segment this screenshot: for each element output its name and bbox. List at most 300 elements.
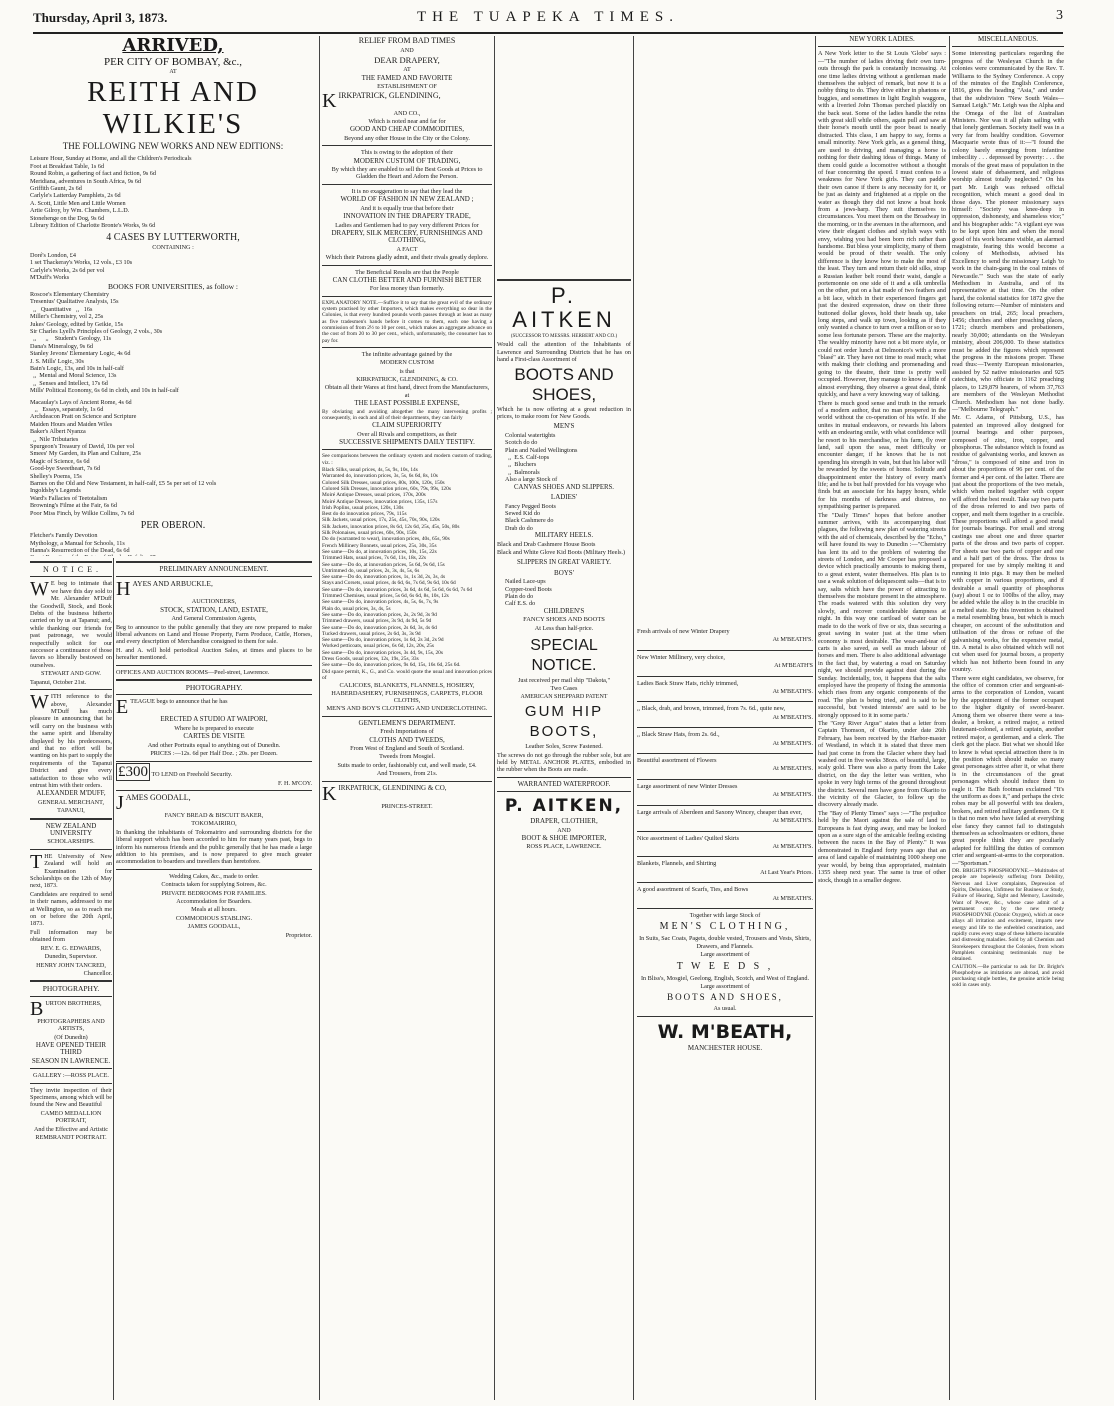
price-list-item: Irish Poplins, usual prices, 120s, 130s: [322, 504, 404, 511]
mbeath-item: Large arrivals of Aberdeen and Saxony Wincey, cheaper than ever,: [637, 808, 803, 816]
least-expense: THE LEAST POSSIBLE EXPENSE,: [354, 399, 460, 408]
burton-sub: PHOTOGRAPHERS AND ARTISTS,: [37, 1017, 105, 1033]
new-york-ladies-heading: NEW YORK LADIES.: [849, 36, 915, 43]
mbeath-item: Beautiful assortment of Flowers: [637, 757, 717, 765]
ladies-list-item: Sewed Kid do: [505, 509, 541, 517]
burton-gallery: GALLERY :—ROSS PLACE.: [33, 1072, 109, 1080]
book-list-1: [30, 155, 316, 229]
military-heels: MILITARY HEELS.: [534, 531, 594, 540]
fresh-importations: Fresh Importations of: [380, 728, 434, 736]
glove-kid: Black and White Glove Kid Boots (Military Heels.): [497, 548, 626, 556]
boys-list-item: Calf E.S. do: [505, 600, 536, 608]
goodall-stabling: COMMODIOUS STABLING.: [175, 914, 253, 922]
from-west: From West of England and South of Scotland.: [350, 745, 464, 753]
slippers-variety: SLIPPERS IN GREAT VARIETY.: [517, 559, 611, 567]
mbeath-list: [637, 628, 813, 909]
photography-heading: PHOTOGRAPHY.: [42, 984, 100, 994]
book-list-item: Mythology, a Manual for Schools, 11s: [30, 539, 125, 547]
misc-paragraph-2: Mr. C. Adams, of Pittsburg, U.S., has patented an improved alloy designed for journal bearings and other purposes, composed of zinc, iron, copper, and phosphorus. The substance which is found as residue of galvanising works, and known as "dross," is composed of nine and iron in about the proportions of 96 per cent. of the former and 4 per cent. of the latter. There are just about the proportions of the two metals, which when melted together with copper will afford the best result. Take say two parts of the dross referred to and two parts of copper, and melt them together in a crucible. These proportions will afford a good metal for journals bearings. For small and strong castings use about one and three quarter parts of the dross and two parts of copper. For sheets use two parts of copper and one and a half part of the dross. The dross is prepared for use by simply melting it and running it into pigs. It may then be melted with copper in various proportions, and if desirable a small quantity of phosphorus (say) about 1 oz to 100lbs of the alloy, may be added while the alloy is in the crucible in a melted state. By this invention is obtained a metal resembling brass, but which is much cheaper, on account of the substitution and utilisation of the dross or refuse of the galvanising works, for the expensive metal, tin. A metal is also obtained which will not cut when used for journal boxes, a property which has not hitherto been found in any country.: [952, 414, 1064, 674]
book-list-item: Macaulay's Lays of Ancient Rome, 4s 6d: [30, 398, 132, 406]
price-list-item: Do do (warranted to wear), innovation prices, 40s, 65s, 90s: [322, 536, 450, 543]
price-list-item: Trimmed drawers, usual prices, 3s 9d, 4s 9d, 5s 9d: [322, 618, 432, 625]
explanatory-note: EXPLANATORY NOTE.—Suffice it to say that the great evil of the ordinary system practised by other Importers, which makes everything so dear in the Colonies, is that every hundred pounds worth passes through at least as many as five tradesmen's hands before it comes to them, each one having a commission of from 2½ to 10 per cent., which makes an aggregate advance on the cost of from 20 to 30 per cent., which, unfortunately, the consumer has to pay for.: [322, 299, 492, 344]
book-list-item: Spurgeon's Treasury of David, 10s per vol: [30, 443, 135, 451]
a-fact: A FACT: [396, 245, 418, 253]
book-list-item: J. S. Mills' Logic, 30s: [30, 357, 84, 365]
mbeath-item-at: At M'BEATH'S.: [772, 765, 813, 773]
column-mbeath: [637, 628, 813, 1400]
mens-list-item: Colonial watertights: [505, 431, 556, 439]
equally-line: And it is equally true that before their: [360, 204, 454, 212]
goodall-bedrooms: PRIVATE BEDROOMS FOR FAMILIES.: [161, 889, 267, 897]
mduff-name: ALEXANDER M'DUFF,: [36, 790, 106, 798]
book-list-item: Mills' Political Economy, 6s 6d in cloth, and 10s in half-calf: [30, 387, 179, 395]
aitken-heading: P. AITKEN: [512, 283, 616, 332]
at-label: AT: [169, 69, 177, 75]
mbeath-item: ,, Black, drab, and brown, trimmed, from 7s. 6d., quite new,: [637, 705, 786, 713]
draper-clothier: DRAPER, CLOTHIER,: [530, 817, 598, 826]
newspaper-title: THE TUAPEKA TIMES.: [416, 9, 680, 25]
mbeath-item-at: At M'BEATH'S.: [772, 842, 813, 850]
warranted-waterproof: WARRANTED WATERPROOF.: [517, 779, 611, 788]
manchester-house: MANCHESTER HOUSE.: [687, 1043, 763, 1052]
book-list-item: Meridiana, adventures in South Africa, 9s 6d: [30, 177, 142, 185]
mbeath-item: Large assortment of new Winter Dresses: [637, 782, 738, 790]
book-list-item: Fletcher's Family Devotion: [30, 532, 98, 540]
ladies-list-item: Drab do do: [505, 524, 533, 532]
column-kirkpatrick: RELIEF FROM BAD TIMES AND DEAR DRAPERY, AT THE FAMED AND FAVORITE ESTABLISHMENT OF KIRKPATRICK, GLENDINING, AND CO., Which is noted near and far for GOOD AND CHEAP COMMODITIES, Beyond any other House in the City or the Colony. This is owing to the adoption of their MODERN CUSTOM OF TRADING, By which they are enabled to sell the Best Goods at Prices to Gladden the Heart and Adorn the Person. It is no exaggeration to say that they lead the WORLD OF FASHION IN NEW ZEALAND ; And it is equally true that before their INNOVATION IN THE DRAPERY TRADE, Ladies and Gentlemen had to pay very different Prices for DRAPERY, SILK MERCERY, FURNISHINGS AND CLOTHING, A FACT Which their Patrons gladly admit, and their rivals greatly deplore. The Beneficial Results are that the People CAN CLOTHE BETTER AND FURNISH BETTER For less money than formerly. EXPLANATORY NOTE.—Suffice it to say that the great evil of the ordinary system practised by other Importers, which makes everything so dear in the Colonies, is that every hundred pounds worth passes through at least as many as five tradesmen's hands before it comes to them, each one having a commission of from 2½ to 10 per cent., which makes an aggregate advance on the cost of from 20 to 30 per cent., which, unfortunately, the consumer has to pay for. The infinite advantage gained by the MODERN CUSTOM is that KIRKPATRICK, GLENDINING, & CO. Obtain all their Wares at first hand, direct from the Manufacturers, at THE LEAST POSSIBLE EXPENSE, By obviating and avoiding altogether the many intervening profits ; consequently, in each and all of their departments, they can fairly CLAIM SUPERIORITY Over all Rivals and competitors, as their SUCCESSIVE SHIPMENTS DAILY TESTIFY. See comparisons between the ordinary system and modern custom of trading, viz. : Black Silks, usual prices, 4s, 5s, 9s, 10s, 14s Warranted do, innovation prices, 3s, 5s, 6s 6d, 8s, 10s Colored Silk Dresses, usual prices, 80s, 100s, 120s, 150s Colored Silk Dresses, innovation prices, 60s, 79s, 99s, 120s Moiré Antique Dresses, usual prices, 170s, 200s Moiré Antique Dresses, innovation prices, 135s, 157s Irish Poplins, usual prices, 120s, 130s Best do do innovation prices, 79s, 115s Silk Jackets, usual prices, 17s, 25s, 45s, 70s, 90s, 120s Silk Jackets, innovation prices, 8s 6d, 12s 6d, 25s, 45s, 50s, 80s Silk Polonaises, usual prices, 60s, 90s, 150s Do do (warranted to wear), innovation prices, 40s, 65s, 90s French Millinery Bonnets, usual prices, 25s, 30s, 35s See same—Do do, at innovation prices, 10s, 15s, 22s Trimmed Hats, usual prices, 7s 6d, 11s, 18s, 22s See same—Do do, at innovation prices, 5s 6d, 9s 6d, 15s Untrimmed do, usual prices, 2s, 3s, 4s, 5s, 6s See same—Do do, innovation prices, 1s, 1s 3d, 2s, 3s, 4s Stays and Corsets, usual prices, 4s 6d, 6s, 7s 6d, 9s 6d, 10s 6d See same—Do do, innovation prices, 3s 6d, 4s 6d, 5s 6d, 6s 6d, 7s 6d Trimmed Chemises, usual prices, 5s 6d, 6s 6d, 8s, 10s, 12s See same—Do do, innovation prices, 4s, 5s, 6s, 7s, 9s Plain do, usual prices, 3s, 4s, 5s See same—Do do, innovation prices, 2s, 2s 9d, 3s 9d Trimmed drawers, usual prices, 3s 9d, 4s 9d, 5s 9d See same—Do do, innovation prices, 2s 6d, 3s, 4s 6d Tucked drawers, usual prices, 2s 6d, 3s, 3s 9d See same—Do do, innovation prices, 1s 6d, 2s 3d, 2s 9d Worked petticoats, usual prices, 6s 6d, 12s, 20s, 25s See same—Do do, innovation prices, 3s 4d, 9s, 15s, 20s Dress Goods, usual prices, 12s, 19s, 25s, 33s See same—Do do, innovation prices, 9s 6d, 15s, 16s 6d, 25s 6d. Did space permit, K., G., and Co. would quote the usual and innovation prices of CALICOES, BLANKETS, FLANNELS, HOSIERY, HABERDASHERY, FURNISHINGS, CARPETS, FLOOR CLOTHS, MEN'S AND BOY'S CLOTHING AND UNDERCLOTHING. GENTLEMEN'S DEPARTMENT. Fresh Importations of CLOTHS AND TWEEDS, From West of England and South of Scotland. Tweeds from Mosgiel. Suits made to order, fashionably cut, and well made, £4. And Trousers, from 21s. KIRKPATRICK, GLENDINING & CO, PRINCES-STREET.: [322, 36, 492, 810]
goodall-bakery: FANCY BREAD & BISCUIT BAKER,: [164, 811, 264, 819]
mens-list-item: ,, Balmorals: [505, 468, 540, 476]
price-list-item: See same—Do do, innovation prices, 9s 6d, 15s, 16s 6d, 25s 6d.: [322, 662, 461, 669]
price-list-item: See same—Do do, innovation prices, 3s 4d, 9s, 15s, 20s: [322, 649, 443, 656]
price-list-item: Moiré Antique Dresses, innovation prices, 135s, 157s: [322, 498, 438, 505]
university-rev: REV. E. G. EDWARDS,: [40, 944, 102, 952]
lend-text: TO LEND on Freehold Security.: [151, 770, 233, 778]
book-list-item: Shelley's Poems, 15s: [30, 472, 82, 480]
price-list-item: See same—Do do, innovation prices, 4s, 5s, 6s, 7s, 9s: [322, 599, 439, 606]
dear-drapery: DEAR DRAPERY,: [374, 55, 440, 66]
book-list-item: Ingoldsby's Legends: [30, 487, 81, 495]
and-3: AND: [557, 826, 571, 834]
book-list-item: Carlyle's Latterday Pamphlets, 2s 6d: [30, 192, 121, 200]
reith-wilkie-firm: REITH AND WILKIE'S: [87, 76, 259, 141]
exaggeration-line: It is no exaggeration to say that they lead the: [351, 187, 463, 195]
price-list-item: See same—Do do, innovation prices, 1s 6d, 2s 3d, 2s 9d: [322, 637, 444, 644]
book-list-item: Carlyle's Works, 2s 6d per vol: [30, 266, 105, 274]
price-list-item: See same—Do do, innovation prices, 2s 6d, 3s, 4s 6d: [322, 624, 437, 631]
modern-custom: MODERN CUSTOM OF TRADING,: [353, 156, 461, 165]
price-list: [322, 467, 492, 669]
famed-line: THE FAMED AND FAVORITE: [361, 73, 453, 82]
price-list-item: Worked petticoats, usual prices, 6s 6d, 12s, 20s, 25s: [322, 643, 435, 650]
book-list-2: [30, 252, 316, 282]
tweeds-heading: T W E E D S ,: [676, 960, 774, 972]
book-list-item: 1 set Thackeray's Works, 12 vols., £3 10s: [30, 259, 133, 267]
book-list-item: Roscoe's Elementary Chemistry: [30, 290, 110, 298]
price-list-item: Tucked drawers, usual prices, 2s 6d, 3s, 3s 9d: [322, 630, 421, 637]
mens-list-item: Plain and Nailed Wellingtons: [505, 446, 578, 454]
mens-heading: MEN'S: [553, 422, 575, 431]
price-list-item: Dress Goods, usual prices, 12s, 19s, 25s, 33s: [322, 655, 419, 662]
mbeath-item-at: At M'BEATH'S.: [772, 739, 813, 747]
mbeath-item-at: At M'BEATH'S: [774, 662, 813, 670]
at-2: AT: [403, 66, 411, 74]
price-list-item: Silk Polonaises, usual prices, 60s, 90s, 150s: [322, 530, 417, 537]
book-list-item: Jukes' Geology, edited by Geikie, 15s: [30, 320, 123, 328]
ny-paragraph-1: A New York letter to the St Louis 'Globe' says :—"The number of ladies driving their own turn-outs through the park is constantly increasing. At one time ladies driving without a gentleman made themselves the subject of remark, but now it is a nobby thing to do. They drive either in phætons or buggies, and sometimes in light English waggons, with a liveried John Thomas perched placidly on the back seat. Some of the ladies handle the reins with great skill while others, again pull and saw at their horse's mouth until the poor beast is nearly distracted. This class, I am happy to say, forms a small minority. New York girls, as a general thing, are used to driving, and managing a horse is nothing for their dashing ideas of things. Many of them could guide a locomotive without a thought of fear concerning the speed. I must confess to a weakness for New York girls. They can paddle their own canoe if there is any necessity for it, or be just as dainty and frightened at a ripple on the water as though they did not know a boat hook from a jews-harp. They suit themselves to circumstances. You meet them on the Broadway in the morning, or in the avenues in the afternoon, and view their elegant clothes and stylish ways with envy, wishing you had been born rich rather than handsome. But bless your simplicity, many of them would be proud of their wealth. The only difference is they know how to make the most of the least. They turn and return their old silks, strap a Russian leather belt round their waist, dangle a portemonnie on one side of it and a silk umbrella on the other, put on a hat made of two feathers and a bit lace, which in their experienced fingers get just the desired expression, draw on their three buttoned dollar gloves, hold their heads up, take long steps, and walk up town, looking as if they only wanted a chance to turn over a million or so to some less fortunate person. These are the majority. The wealthy minority have not a bit more style, or could not order lunch at Delmonico's with a more "blasé" air. They have not time to read much; what with making their clothing and promenading and going to the theatre, their time is pretty well occupied. However, they manage to know a little of almost everything, they observe a great deal, think quickly, and have a very knowing way of talking.: [818, 50, 946, 399]
half-price: At Less than half-price.: [534, 624, 594, 632]
book-list-item: Bain's Logic, 13s, and 10s in half-calf: [30, 364, 124, 372]
book-list-item: Poor Miss Finch, by Wilkie Collins, 7s 6d: [30, 509, 134, 517]
black-drab: Black and Drab Cashmere House Boots: [497, 540, 596, 548]
rivals-line: Over all Rivals and competitors, as their: [357, 430, 457, 438]
book-list-item: Griffith Gaunt, 2s 6d: [30, 185, 82, 193]
book-list-item: Baker's Albert Nyanza: [30, 428, 86, 436]
aitken-successor: (SUCCESSOR TO MESSRS. HERBERT AND CO.): [510, 334, 618, 339]
lutterworth-heading: 4 CASES BY LUTTERWORTH,: [106, 232, 240, 244]
book-list-item: ,, Nile Tributaries: [30, 435, 79, 443]
mbeath-item: Nice assortment of Ladies' Quilted Skirts: [637, 834, 739, 842]
good-cheap: GOOD AND CHEAP COMMODITIES,: [349, 125, 465, 134]
issue-date: Thursday, April 3, 1873.: [33, 10, 168, 25]
book-list-item: Miller's Chemistry, vol 2, 25s: [30, 313, 104, 321]
burton-brothers: URTON BROTHERS,: [45, 999, 102, 1007]
price-list-item: Black Silks, usual prices, 4s, 5s, 9s, 10s, 14s: [322, 467, 418, 474]
book-list-item: Leisure Hour, Sunday at Home, and all the Children's Periodicals: [30, 155, 192, 163]
book-list-item: Artie Gilroy, by Wm. Chambers, L.L.D.: [30, 207, 130, 215]
arrived-heading: ARRIVED,: [122, 36, 224, 56]
teague-cartes: Where he is prepared to execute: [174, 724, 254, 732]
mbeath-item: Fresh arrivals of new Winter Drapery: [637, 628, 730, 635]
book-list-item: M'Duff's Works: [30, 274, 70, 282]
goodall-wedding: Wedding Cakes, &c., made to order.: [169, 872, 259, 880]
book-list-item: ,, Mental and Moral Science, 13s: [30, 372, 117, 380]
page-number: 3: [1056, 8, 1063, 23]
mbeath-item-at: At Last Year's Prices.: [760, 868, 813, 876]
price-list-item: French Millinery Bonnets, usual prices, 25s, 30s, 35s: [322, 542, 437, 549]
american-sheppard: AMERICAN SHEPPARD PATENT: [520, 693, 608, 700]
hayes-text: Beg to announce to the public generally that they are now prepared to make liberal advances on Land and House Property, Farm Produce, Cattle, Horses, and every description of Merchandise consigned to them for sale.: [116, 623, 312, 646]
book-list-item: Foot at Breakfast Table, 1s 6d: [30, 162, 105, 170]
modern-custom-2: MODERN CUSTOM: [379, 359, 435, 367]
canvas-shoes: CANVAS SHOES AND SLIPPERS.: [514, 483, 614, 491]
hayes-auctioneers: AUCTIONEERS,: [191, 598, 237, 606]
ny-paragraph-2: There is much good sense and truth in the remark of a modern author, that no man prospered in the world without the co-operation of his wife. If she unites in mutual endeavors, or rewards his labors with an endearing smile, with what confidence will he resort to his merchandise, or his farm, fly over land, sail upon the seas, meet difficulty or encounter danger, if he knows that he is not spending his strength in vain, but that his labor will be rewarded by the sweets of home. Solitude and disappointment enter the history of every man's life; and he is but half provided for his voyage who finds but an associate for his happy hours, while for his months of darkness and distress, no sympathising partner is prepared.: [818, 399, 946, 511]
mduff-text: ITH reference to the above, Alexander M'Duff has much pleasure in announcing that he will carry on the business with the same spirit and liberality displayed by his predecessors, and that no effort will be wanting on his part to supply the requirements of the Tapanui District and give every satisfaction to those who will entrust him with their orders.: [30, 693, 112, 789]
preliminary-heading: PRELIMINARY ANNOUNCEMENT.: [159, 565, 269, 573]
book-list-item: Doré's London, £4: [30, 251, 76, 259]
teague-prices: PRICES :—12s. 6d per Half Doz. ; 20s. per Dozen.: [150, 750, 278, 758]
ross-place: ROSS PLACE, LAWRENCE.: [526, 843, 602, 851]
book-list-item: Sir Charles Lyell's Principles of Geology, 2 vols., 30s: [30, 327, 163, 335]
boys-heading: BOYS': [554, 568, 574, 577]
obtain-line: Obtain all their Wares at first hand, direct from the Manufacturers, at: [324, 384, 490, 399]
goodall-signature: JAMES GOODALL,: [187, 923, 241, 931]
university-text-3: Full information may be obtained from: [30, 928, 112, 944]
ladies-list-item: Fancy Pegged Boots: [505, 502, 556, 510]
suits-order: Suits made to order, fashionably cut, and well made, £4.: [337, 761, 477, 769]
book-list-item: A. Scott, Little Men and Little Women: [30, 199, 126, 207]
book-list-item: Good-bye Sweetheart, 7s 6d: [30, 465, 101, 473]
university-chancellor-title: Chancellor.: [83, 969, 112, 977]
column-new-york-ladies: [818, 36, 946, 1400]
boot-importer: BOOT & SHOE IMPORTER,: [521, 834, 607, 843]
kirkpatrick-2: KIRKPATRICK, GLENDINING, & CO.: [356, 376, 458, 384]
goodall-proprietor: Proprietor.: [285, 931, 312, 939]
price-list-item: Plain do, usual prices, 3s, 4s, 5s: [322, 605, 391, 612]
mbeath-item-at: At M'BEATH'S.: [772, 791, 813, 799]
notice-heading: N O T I C E .: [42, 565, 100, 574]
ny-paragraph-5: The "Bay of Plenty Times" says :—"The prejudice held by the Maori against the sale of land to Europeans is fast dying away, and may be looked upon as a sure sign of the amicable feeling existing between the races in the Bay of Plenty." It was demonstrated in England forty years ago that an area of land capable of maintaining 1000 sheep one year would, by being thus appropriated, maintain 1355 sheep next year. The same is true of other stock, though in a smaller degree.: [818, 809, 946, 884]
book-list-item: ,, Essays, separately, 1s 6d: [30, 406, 104, 413]
ladies-heading: LADIES': [550, 493, 578, 502]
successive-shipments: SUCCESSIVE SHIPMENTS DAILY TESTIFY.: [339, 438, 475, 447]
goodall-location: TOKOMAIRIRO,: [191, 820, 237, 828]
column-miscellaneous: [952, 36, 1064, 1400]
cloths-tweeds: CLOTHS AND TWEEDS,: [369, 735, 445, 744]
mbeath-item-at: At M'BEATH'S.: [772, 817, 813, 825]
university-subheading: SCHOLARSHIPS.: [47, 838, 95, 846]
teague-portraits: And other Portraits equal to anything out of Dunedin.: [147, 741, 281, 749]
price-list-item: Untrimmed do, usual prices, 2s, 3s, 4s, 5s, 6s: [322, 567, 420, 574]
price-list-item: See same—Do do, at innovation prices, 10s, 15s, 22s: [322, 548, 437, 555]
cameo-portrait: CAMEO MEDALLION PORTRAIT,: [40, 1109, 102, 1125]
mens-list-item: ,, E.S. Calf-tops: [505, 454, 550, 462]
goodall-name: AMES GOODALL,: [125, 792, 191, 802]
less-money: For less money than formerly.: [369, 285, 445, 293]
mbeath-item-at: At M'BEATH'S.: [772, 688, 813, 696]
university-text: HE University of New Zealand will hold an Examination for Scholarships on the 12th of May next, 1873.: [30, 852, 112, 890]
book-list-item: Magic of Science, 6s 6d: [30, 457, 90, 465]
price-list-item: Stays and Corsets, usual prices, 4s 6d, 6s, 7s 6d, 9s 6d, 10s 6d: [322, 580, 456, 587]
mbeath-item: ,, Black Straw Hats, from 2s. 6d.,: [637, 731, 720, 739]
goodall-accommodation: Accommodation for Boarders.: [176, 897, 252, 905]
book-list-item: [30, 554, 316, 556]
goodall-meals: Meals at all hours.: [191, 906, 237, 914]
containing-label: CONTAINING :: [152, 244, 194, 252]
column-reith-wilkie: [30, 36, 316, 556]
innovation-line: INNOVATION IN THE DRAPERY TRADE,: [343, 212, 471, 221]
mens-clothing: MEN'S AND BOY'S CLOTHING AND UNDERCLOTHING.: [326, 705, 488, 713]
book-list-item: Library Edition of Charlotte Bronte's Works, 9s 6d: [30, 222, 156, 230]
leather-soles: Leather Soles, Screw Fastened.: [525, 743, 603, 751]
and-co: AND CO.,: [393, 109, 421, 117]
book-list-item: ,, Quantitative ,, 16s: [30, 305, 93, 313]
ny-paragraph-4: The "Grey River Argus" states that a letter from Captain Thomson, of Okarito, under date 26th February, has been received by the Harbor-master of Westland, in which it is stated that three men had just come in from the Glacier where they had washed out in five weeks 38ozs. of beautiful, large, scaly gold. There was also a party from the Lake district, on the day the letter was written, who spoke in very high terms of the ground throughout the district. Several men have gone from Okarito to the vicinity of the Glacier, to follow up the discovery already made.: [818, 719, 946, 809]
price-list-item: See same—Do do, innovation prices, 1s, 1s 3d, 2s, 3s, 4s: [322, 574, 446, 581]
price-list-item: See same—Do do, innovation prices, 3s 6d, 4s 6d, 5s 6d, 6s 6d, 7s 6d: [322, 586, 473, 593]
mduff-place: TAPANUI,: [57, 807, 85, 815]
book-list-item: Stanley Jevons' Elementary Logic, 4s 6d: [30, 350, 131, 358]
column-auctioneers: PRELIMINARY ANNOUNCEMENT. HAYES AND ARBUCKLE, AUCTIONEERS, STOCK, STATION, LAND, ESTATE, And General Commission Agents, Beg to announce to the public generally that they are now prepared to make liberal advances on Land and House Property, Farm Produce, Cattle, Horses, and every description of Merchandise consigned to them for sale. H. and A. will hold periodical Auction Sales, at times and places to be hereafter mentioned. OFFICES AND AUCTION ROOMS—Peel-street, Lawrence. PHOTOGRAPHY. ETEAGUE begs to announce that he has ERECTED A STUDIO AT WAIPORI, Where he is prepared to execute CARTES DE VISITE And other Portraits equal to anything out of Dunedin. PRICES :—12s. 6d per Half Doz. ; 20s. per Dozen. £300 TO LEND on Freehold Security. F. H. M'COY. JAMES GOODALL, FANCY BREAD & BISCUIT BAKER, TOKOMAIRIRO, In thanking the inhabitants of Tokomairiro and surrounding districts for the liberal support which has been accorded to him for many years past, begs to inform his numerous friends and the public generally that he has made a large addition to his premises, and is now prepared to give much greater accommodation to boarders and travellers than heretofore. Wedding Cakes, &c., made to order. Contracts taken for supplying Soirees, &c. PRIVATE BEDROOMS FOR FAMILIES. Accommodation for Boarders. Meals at all hours. COMMODIOUS STABLING. JAMES GOODALL, Proprietor.: [116, 558, 312, 1400]
rembrandt-portrait: REMBRANDT PORTRAIT.: [35, 1134, 107, 1141]
price-list-item: Colored Silk Dresses, usual prices, 80s, 100s, 120s, 150s: [322, 479, 445, 486]
university-heading: NEW ZEALAND UNIVERSITY: [45, 821, 97, 837]
two-cases: Two Cases: [550, 685, 578, 693]
goodall-text: In thanking the inhabitants of Tokomairiro and surrounding districts for the liberal support which has been accorded to him for many years past, begs to inform his numerous friends and the public generally that he has made a large addition to his premises, and is now prepared to give much greater accommodation to boarders and travellers than heretofore.: [116, 828, 312, 866]
burton-season: SEASON IN LAWRENCE.: [31, 1056, 111, 1065]
together-with: Together with large Stock of: [689, 911, 761, 919]
as-usual: As usual.: [713, 1005, 737, 1013]
price-list-item: Moiré Antique Dresses, usual prices, 170s, 200s: [322, 492, 426, 499]
book-list-item: Archdeacon Pratt on Science and Scripture: [30, 413, 137, 421]
burton-invite: They invite inspection of their Specimens, among which will be found the New and Beautiful: [30, 1086, 112, 1109]
cameo-and: And the Effective and Artistic: [33, 1125, 109, 1133]
notice-text: E beg to intimate that we have this day sold to Mr. Alexander M'Duff the Goodwill, Stock, and Book Debts of the business hitherto carried on by us at Tapanui; and, while thanking our friends for past patronage, we would respectfully solicit for our successor a continuance of those favors so liberally bestowed on ourselves.: [30, 580, 112, 669]
price-list-item: Silk Jackets, usual prices, 17s, 25s, 45s, 70s, 90s, 120s: [322, 517, 440, 524]
aitken-reduction: Which he is now offering at a great reduction in prices, to make room for New Goods.: [497, 405, 631, 421]
book-list-item: Barnes on the Old and New Testament, in half-calf, £5 5s per set of 12 vols: [30, 480, 217, 488]
price-list-item: Colored Silk Dresses, innovation prices, 60s, 79s, 99s, 120s: [322, 485, 451, 492]
calicoes-line: CALICOES, BLANKETS, FLANNELS, HOSIERY, HABERDASHERY, FURNISHINGS, CARPETS, FLOOR CLOTHS,: [331, 682, 483, 704]
boys-list-item: Nailed Lace-ups: [505, 578, 546, 586]
establishment-of: ESTABLISHMENT OF: [377, 83, 437, 91]
mbeath-item-at: At M'BEATH'S.: [772, 636, 813, 644]
fancy-shoes: FANCY SHOES AND BOOTS: [523, 616, 605, 624]
boys-list-item: Plain do do: [505, 592, 534, 600]
kirkpatrick-3: IRKPATRICK, GLENDINING & CO,: [338, 783, 447, 792]
new-works-subhead: THE FOLLOWING NEW WORKS AND NEW EDITIONS:: [62, 141, 284, 152]
ny-paragraph-3: The "Daily Times" hopes that before another summer arrives, with its accompanying dust plagues, the following new plan of watering streets with the aid of chemicals, described by the "Echo," will have found its way to Dunedin :—"Chemistry has lent its aid to the problem of watering the streets of London, and Mr Cooper has proposed a device which practically amounts to making them, to a great extent, water themselves. His plan is to use a weak solution of deliquescent salts—that is to say, salts which have the power of attracting to themselves the moisture present in the atmosphere. The roads watered with this solution dry very slowly, and recover considerable dampness at night. In this way one cartload of water can be made to do the work of five or six, thus securing a great saving in water just at the time when economy is most desirable. The wear-and-tear of carts is also saved, as well as much labour of horses and men. There is also additional advantage in the fact that, by watering a road on Saturday night, we should provide against dust during the Sunday. Incidentally, too, it happens that the salts employed have the property of fixing the ammonia which rises from any organic components of the road. The plan is being tried, and is said to be successful, but 'vested interests' are said to be strongly opposed to it in some parts.': [818, 511, 946, 719]
patrons-line: Which their Patrons gladly admit, and their rivals greatly deplore.: [325, 254, 489, 262]
cartes-de-visite: CARTES DE VISITE: [183, 732, 245, 741]
aitken-attention: Would call the attention of the Inhabitants of Lawrence and Surrounding Districts that he has on hand a First-class Assortment of: [497, 341, 631, 364]
relief-heading: RELIEF FROM BAD TIMES: [358, 36, 456, 45]
university-rev-2: Dunedin, Supervisor.: [44, 953, 98, 961]
mens-list: [497, 432, 631, 484]
university-text-2: Candidates are required to send in their names, addressed to me at Wellington, so as to reach me on or before the 20th April, 1873.: [30, 890, 112, 928]
price-list-item: See same—Do do, innovation prices, 2s, 2s 9d, 3s 9d: [322, 611, 437, 618]
claim-superiority: CLAIM SUPERIORITY: [372, 421, 442, 430]
notice-signature: STEWART AND GOW.: [41, 670, 101, 678]
obviating-line: By obviating and avoiding altogether the many intervening profits ; consequently, in each and all of their departments, they can fairly: [322, 408, 492, 421]
misc-paragraph-1: Some interesting particulars regarding the progress of the Wesleyan Church in the colonies were communicated by the Rev. T. Williams to the Sydney Conference. A copy of the minutes of the English Conference, 1816, gives the heading "Asia," and under that the subdivision "New South Wales—Samuel Leigh." Mr. Leigh was the Alpha and the Omega of the list of Australian Ministers. Nor was it all plain sailing with that lonely gentleman. Society itself was in a very far from healthy condition. Governor Macquarie wrote thus of it:—"I found the colony barely emerging from infantine imbecility . . . depressed by poverty: . . . the morals of the great mass of population in the lowest state of debasement, and religious worship almost totally neglected." On his part Mr. Leigh was refused official recognition, which meant a good deal in those days. The pioneer missionary says himself: "Society was knee-deep in oppression, dishonesty, and shameless vice;" and his biographer adds: "A vigilant eye was to be kept upon him and when the moral good of his work became visible, an alarmed magistrate, fearing this would become a colony of Methodists, advised his Excellency to send the missionary Leigh 'to work in the chain-gang in the coal mines of Newcastle.'" Such was the state of early Methodism in Australia, and of its representative at that time. On the other hand, the colonial statistics for 1872 give the following return:—Number of ministers and preachers on trial, 265; local preachers, 1456; churches and other preaching places, 1721; church members and probationers, nearly 30,000; attendants on the Wesleyan ministry, about 206,000. To these statistics must be added the figures which represent the progress in the missions proper. These read thus:—Twenty European missionaries, assisted by 52 native missionaries and 925 catechists, who officiate in 1162 preaching places, to 129,879 hearers, of whom 37,763 are members of the Wesleyan Methodist Church. Methodism has not done badly.—"Melbourne Telegraph.": [952, 50, 1064, 413]
princes-street: PRINCES-STREET.: [381, 802, 433, 810]
misc-paragraph-4: DR. BRIGHT'S PHOSPHODYNE.—Multitudes of people are hopelessly suffering from Debility, Nervous and Liver complaints, Depression of Spirits, Delusions, Unfitness for Business or Study, Failure of Hearing, Sight and Memory, Lassitude, Want of Power, &c., whose case admit of a permanent cure by the new remedy PHOSPHODYNE (Ozonic Oxygen), which at once allays all irritation and excitement, imparts new energy and life to the enfeebled constitution, and rapidly cures every stage of these hitherto incurable and distressing maladies. Sold by all Chemists and Storekeepers throughout the Colonies, from whom Pamphlets containing testimonials may be obtained.: [952, 868, 1064, 963]
book-list-3: [30, 291, 316, 395]
just-received: Just received per mail ship "Dakota,": [518, 677, 610, 684]
mens-list-item: Scotch do do: [505, 439, 538, 447]
misc-paragraph-3: There were eight candidates, we observe, for the office of common crier and sergeant-at-arms to the corporation of London, vacant by the appointment of the former occupant to the higher dignity of sword-bearer. Among them we observe there were a tea-dealer, a broker, a retired major, a retired lieutenant-colonel, a retired captain, another retired major, a gentleman, and a clerk. The clerk got the place. But what we should like to know is what special attraction there is in the position which should make so many great personages strive after it, or what there is in the circumstances of the great personages which should induce them to eagle it. The Bath footman exclaimed "It's the uniform as does it," and perhaps the civic robes may be all powerful with tea dealers, brokers, and retired military gentlemen. Or it is that no men who have failed at everything else fancy they cannot fail to distinguish themselves as schoolmasters or editors, these great people think they are peculiarly adapted for fulfilling the duties of common crier and sergeant-at-arms to the corporation.—"Sportsman.": [952, 674, 1064, 867]
hayes-arbuckle: AYES AND ARBUCKLE,: [132, 579, 213, 589]
enabled-line: By which they are enabled to sell the Best Goods at Prices to Gladden the Heart and Adorn the Person.: [331, 166, 483, 181]
ladies-list: [497, 503, 631, 533]
boys-list: [497, 578, 631, 608]
per-ship: PER CITY OF BOMBAY, &c.,: [103, 56, 243, 68]
hayes-text-2: H. and A. will hold periodical Auction Sales, at times and places to be hereafter mentioned.: [116, 646, 312, 662]
universities-heading: BOOKS FOR UNIVERSITIES, as follow :: [107, 281, 238, 291]
mbeath-item-at: At M'BEATH'S.: [772, 894, 813, 902]
lend-amount: £300: [118, 763, 148, 780]
book-list-item: ,, ,, Student's Geology, 11s: [30, 335, 112, 343]
space-permit: Did space permit, K., G., and Co. would quote the usual and innovation prices of: [322, 668, 492, 681]
screws-text: The screws do not go through the rubber sole, but are held by METAL ANCHOR PLATES, embodied in the rubber when the Boots are made.: [497, 751, 631, 774]
trousers-line: And Trousers, from 21s.: [376, 770, 438, 778]
boots-and-shoes: BOOTS AND SHOES,: [514, 364, 614, 404]
w-mbeath: W. M'BEATH,: [657, 1020, 793, 1043]
aitken-heading-2: P. AITKEN,: [504, 796, 624, 817]
noted-line: Which is noted near and far for: [368, 118, 446, 126]
notice-date: Tapanui, October 21st.: [30, 678, 87, 686]
teague-studio: ERECTED A STUDIO AT WAIPORI,: [160, 715, 268, 724]
oberon-heading: PER OBERON.: [140, 520, 206, 532]
kirkpatrick-name: IRKPATRICK, GLENDINING,: [338, 90, 441, 100]
book-list-5: [30, 532, 316, 556]
mens-list-item: ,, Bluchers: [505, 461, 537, 469]
book-list-item: Maiden Hours and Maiden Wiles: [30, 420, 113, 428]
special-notice: SPECIAL NOTICE.: [530, 637, 598, 674]
book-list-item: Smees' My Garden, its Plan and Culture, 25s: [30, 450, 141, 458]
book-list-4: [30, 399, 316, 518]
photography-heading-2: PHOTOGRAPHY.: [185, 683, 243, 693]
drapery-line: DRAPERY, SILK MERCERY, FURNISHINGS AND CLOTHING,: [331, 228, 483, 245]
book-list-item: Dana's Mineralogy, 9s 6d: [30, 342, 93, 350]
owing-line: This is owing to the adoption of their: [361, 149, 453, 157]
book-list-item: Stonehenge on the Dog, 9s 6d: [30, 214, 105, 222]
price-list-item: Trimmed Chemises, usual prices, 5s 6d, 6s 6d, 8s, 10s, 12s: [322, 593, 449, 600]
goodall-contracts: Contracts taken for supplying Soirees, &c.: [161, 881, 267, 889]
burton-of: (Of Dunedin): [54, 1033, 88, 1041]
teague-text: TEAGUE begs to announce that he has: [130, 698, 228, 706]
large-assortment: Large assortment of: [700, 951, 750, 959]
book-list-item: Round Robin, a gathering of fact and fiction, 9s 6d: [30, 170, 156, 178]
mbeath-item: Ladies Back Straw Hats, richly trimmed,: [637, 679, 739, 687]
miscellaneous-heading: MISCELLANEOUS.: [977, 36, 1039, 43]
and-1: AND: [400, 47, 414, 54]
mbeath-item: Blankets, Flannels, and Shirting: [637, 860, 717, 868]
hayes-stock: STOCK, STATION, LAND, ESTATE,: [160, 605, 268, 614]
book-list-item: Ward's Fallacies of Teetotalism: [30, 494, 108, 502]
boys-list-item: Copper-toed Boots: [505, 585, 552, 593]
mbeath-item-at: At M'BEATH'S.: [772, 713, 813, 721]
large-assortment-2: Large assortment of: [700, 982, 750, 990]
tweeds-mosgiel: Tweeds from Mosgiel.: [379, 753, 435, 761]
hayes-commission: And General Commission Agents,: [171, 615, 257, 623]
mbeath-item: A good assortment of Scarfs, Ties, and Bows: [637, 886, 749, 894]
misc-paragraph-5: CAUTION.—Be particular to ask for Dr. Bright's Phosphodyne as imitations are abroad, and avoid purchasing single bottles, the genuine article being sold in cases only.: [952, 963, 1064, 989]
lend-name: F. H. M'COY.: [277, 779, 312, 787]
masthead: [33, 10, 1063, 34]
mbeath-item: New Winter Millinery, very choice,: [637, 653, 725, 661]
beneficial-line: The Beneficial Results are that the People: [355, 268, 459, 276]
price-list-item: Best do do innovation prices, 79s, 115s: [322, 511, 407, 518]
column-aitken: [497, 276, 631, 1400]
mduff-title: GENERAL MERCHANT,: [38, 798, 104, 806]
gentlemens-department: GENTLEMEN'S DEPARTMENT.: [358, 718, 456, 727]
see-comparisons: See comparisons between the ordinary system and modern custom of trading, viz. :: [322, 453, 492, 466]
column-notices: N O T I C E . W E beg to intimate that we have this day sold to Mr. Alexander M'Duff the Goodwill, Stock, and Book Debts of the business hitherto carried on by us at Tapanui; and, while thanking our friends for past patronage, we would respectfully solicit for our successor a continuance of those favors so liberally bestowed on ourselves. STEWART AND GOW. Tapanui, October 21st. WITH reference to the above, Alexander M'Duff has much pleasure in announcing that he will carry on the business with the same spirit and liberality displayed by his predecessors, and that no effort will be wanting on his part to supply the requirements of the Tapanui District and give every satisfaction to those who will entrust him with their orders. ALEXANDER M'DUFF, GENERAL MERCHANT, TAPANUI, NEW ZEALAND UNIVERSITY SCHOLARSHIPS. THE University of New Zealand will hold an Examination for Scholarships on the 12th of May next, 1873. Candidates are required to send in their names, addressed to me at Wellington, so as to reach me on or before the 20th April, 1873. Full information may be obtained from REV. E. G. EDWARDS, Dunedin, Supervisor. HENRY JOHN TANCRED, Chancellor. PHOTOGRAPHY. BURTON BROTHERS, PHOTOGRAPHERS AND ARTISTS, (Of Dunedin) HAVE OPENED THEIR THIRD SEASON IN LAWRENCE. GALLERY :—ROSS PLACE. They invite inspection of their Specimens, among which will be found the New and Beautiful CAMEO MEDALLION PORTRAIT, And the Effective and Artistic REMBRANDT PORTRAIT.: [30, 558, 112, 1400]
price-list-item: Warranted do, innovation prices, 3s, 5s, 6s 6d, 8s, 10s: [322, 473, 438, 480]
book-list-item: ,, Senses and Intellect, 17s 6d: [30, 379, 108, 387]
hayes-offices: OFFICES AND AUCTION ROOMS—Peel-street, Lawrence.: [116, 668, 270, 676]
childrens-heading: CHILDREN'S: [543, 606, 585, 615]
bliss-line: In Bliss's, Mosgiel, Geelong, English, Scotch, and West of England.: [640, 974, 810, 982]
mens-list-item: Also a large Stock of: [505, 476, 558, 484]
book-list-item: Tresenius' Qualitative Analysis, 15s: [30, 298, 119, 306]
ladies-line: Ladies and Gentlemen had to pay very different Prices for: [335, 221, 479, 229]
is-that: is that: [399, 367, 415, 375]
book-list-item: Browning's Filme at the Fair, 6s 6d: [30, 502, 117, 510]
ladies-list-item: Black Cashmere do: [505, 517, 554, 525]
suits-line: In Suits, Sac Coats, Pagets, double vested, Trousers and Vests, Shirts, Drawers, and Flannels.: [639, 935, 811, 950]
infinite-line: The infinite advantage gained by the: [361, 350, 453, 358]
price-list-item: Trimmed Hats, usual prices, 7s 6d, 11s, 18s, 22s: [322, 555, 426, 562]
can-clothe: CAN CLOTHE BETTER AND FURNISH BETTER: [332, 275, 482, 284]
price-list-item: See same—Do do, at innovation prices, 5s 6d, 9s 6d, 15s: [322, 561, 445, 568]
book-list-item: Hanna's Resurrection of the Dead, 6s 6d: [30, 546, 130, 554]
beyond-line: Beyond any other House in the City or the Colony.: [344, 134, 470, 142]
